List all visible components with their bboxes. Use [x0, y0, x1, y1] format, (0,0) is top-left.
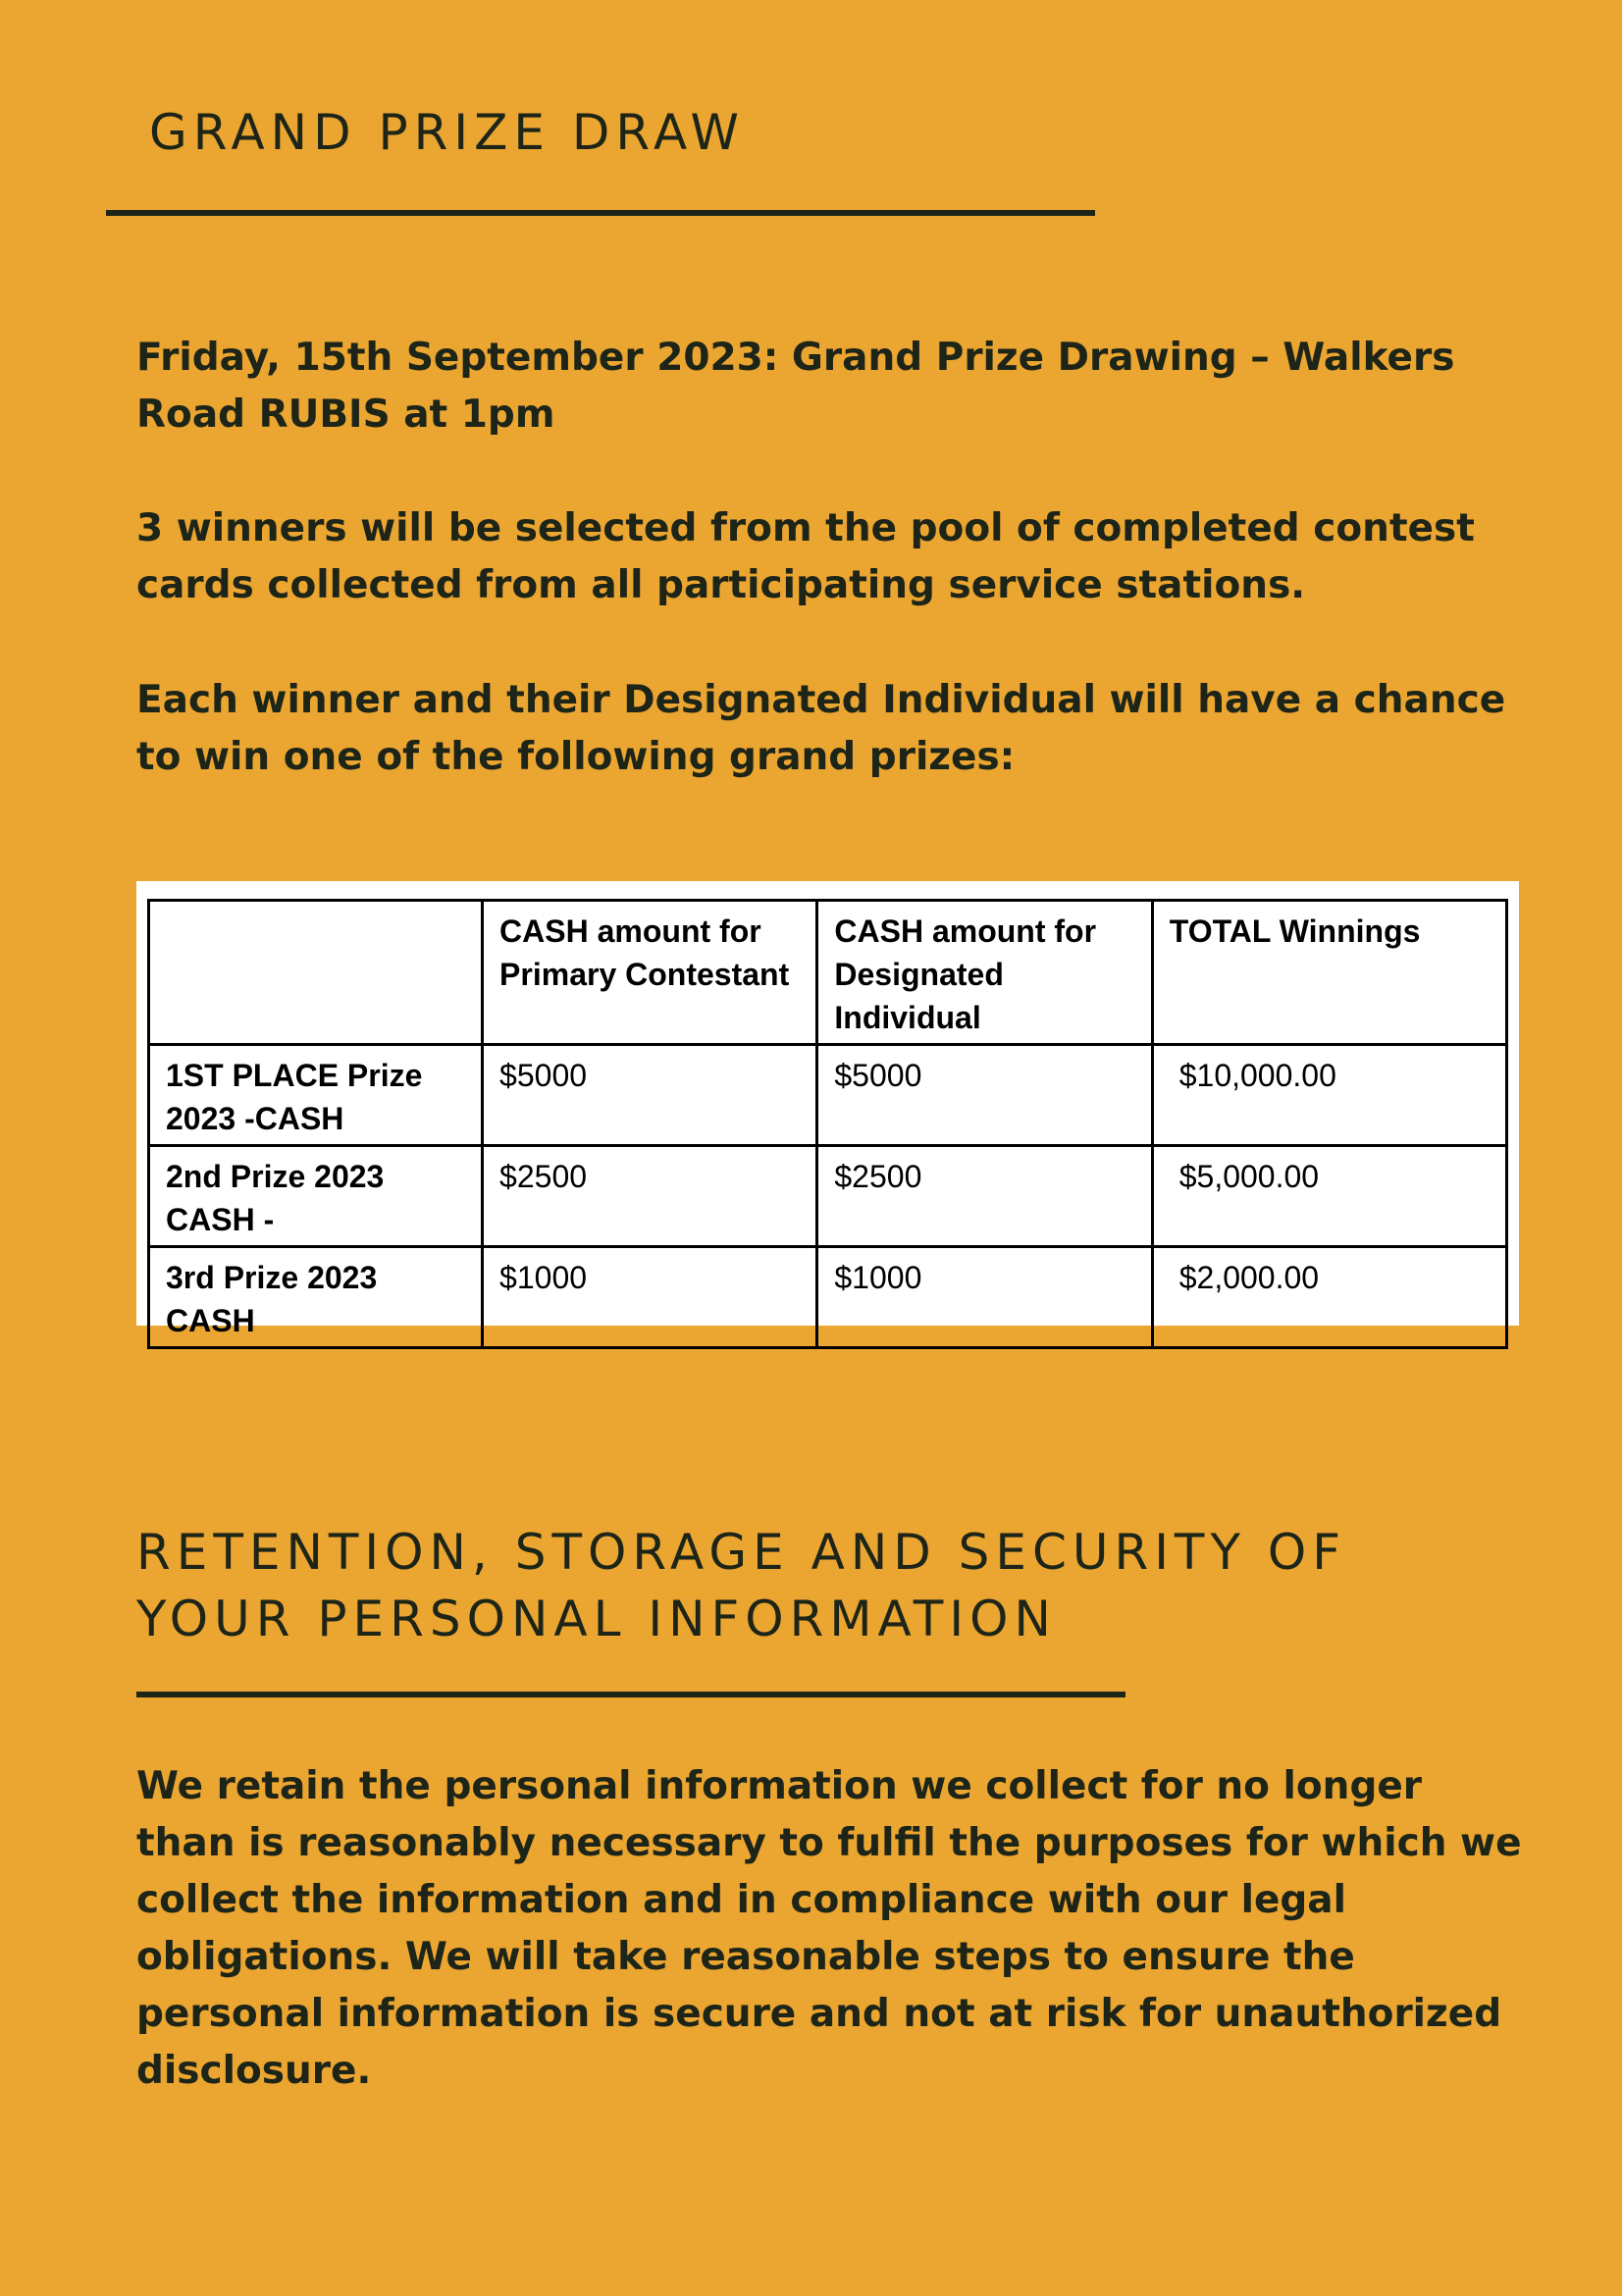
draw-date-paragraph: Friday, 15th September 2023: Grand Prize Drawing – Walkers Road RUBIS at 1pm — [136, 336, 1455, 437]
primary-amount-cell: $1000 — [483, 1247, 817, 1348]
designated-amount-cell: $2500 — [817, 1146, 1152, 1247]
title-divider — [106, 210, 1095, 216]
table-header-cell: CASH amount for Designated Individual — [817, 901, 1152, 1045]
winners-selection-paragraph: 3 winners will be selected from the pool of completed contest cards collected from all participating service stations. — [136, 506, 1475, 607]
table-header-cell: CASH amount for Primary Contestant — [483, 901, 817, 1045]
table-row — [149, 1247, 1507, 1348]
prize-table-panel — [136, 881, 1519, 1338]
table-row — [149, 1045, 1507, 1146]
table-header-cell: TOTAL Winnings — [1152, 901, 1506, 1045]
total-winnings-cell: $10,000.00 — [1152, 1045, 1506, 1146]
table-row — [149, 1146, 1507, 1247]
prize-table — [147, 899, 1508, 1349]
title-divider — [136, 1692, 1125, 1697]
section-title-line: YOUR PERSONAL INFORMATION — [136, 1591, 1057, 1647]
section-title-retention — [136, 1519, 1346, 1652]
prize-label-cell: 2nd Prize 2023 CASH - — [149, 1146, 483, 1247]
designated-amount-cell: $5000 — [817, 1045, 1152, 1146]
table-header-cell — [149, 901, 483, 1045]
designated-amount-cell: $1000 — [817, 1247, 1152, 1348]
prize-chance-paragraph: Each winner and their Designated Individual will have a chance to win one of the following grand prizes: — [136, 678, 1506, 779]
primary-amount-cell: $5000 — [483, 1045, 817, 1146]
total-winnings-cell: $5,000.00 — [1152, 1146, 1506, 1247]
table-header-row — [149, 901, 1507, 1045]
primary-amount-cell: $2500 — [483, 1146, 817, 1247]
section-title-line: RETENTION, STORAGE AND SECURITY OF — [136, 1524, 1347, 1581]
prize-label-cell: 1ST PLACE Prize 2023 -CASH — [149, 1045, 483, 1146]
section-title-grand-prize-draw: GRAND PRIZE DRAW — [149, 104, 745, 161]
prize-label-cell: 3rd Prize 2023 CASH — [149, 1247, 483, 1348]
retention-paragraph: We retain the personal information we collect for no longer than is reasonably necessary to fulfil the purposes for which we collect the information and in compliance with our legal obligations. We will take reasonable steps to ensure the personal information is secure and not at risk for unauthorized disclosure. — [136, 1764, 1522, 2093]
total-winnings-cell: $2,000.00 — [1152, 1247, 1506, 1348]
